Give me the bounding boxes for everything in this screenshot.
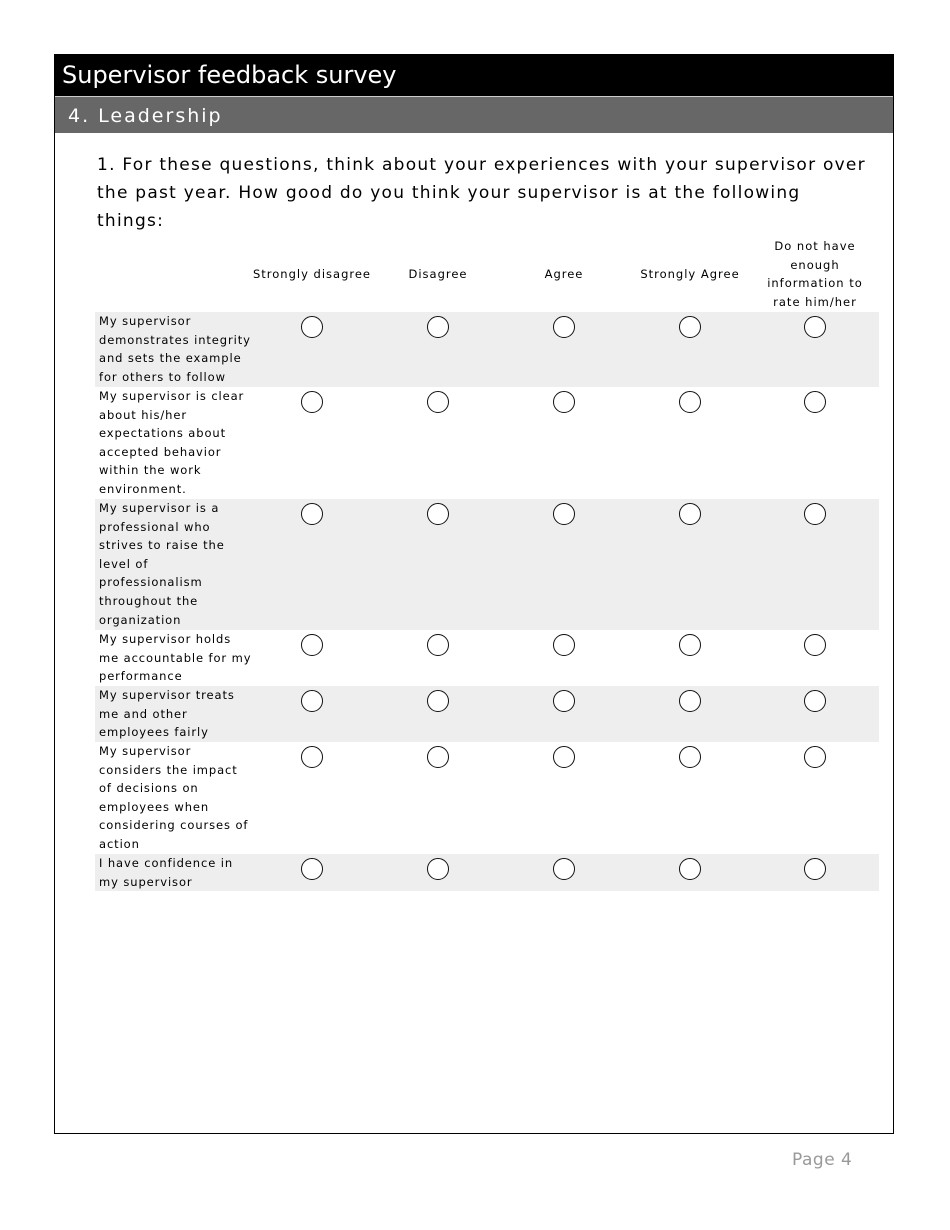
radio-strongly-disagree[interactable] (301, 746, 323, 768)
radio-disagree[interactable] (427, 690, 449, 712)
radio-strongly-disagree[interactable] (301, 634, 323, 656)
survey-page (54, 54, 894, 1134)
radio-strongly-disagree[interactable] (301, 690, 323, 712)
radio-strongly-agree[interactable] (679, 634, 701, 656)
radio-strongly-disagree[interactable] (301, 858, 323, 880)
grid-row (95, 387, 879, 499)
radio-no-info[interactable] (804, 316, 826, 338)
row-label: My supervisor demonstrates integrity and sets the example for others to follow (99, 314, 251, 384)
radio-strongly-agree[interactable] (679, 746, 701, 768)
radio-no-info[interactable] (804, 503, 826, 525)
radio-no-info[interactable] (804, 690, 826, 712)
row-label: My supervisor is clear about his/her expectations about accepted behavior within the work environment. (99, 389, 245, 496)
radio-disagree[interactable] (427, 634, 449, 656)
radio-strongly-agree[interactable] (679, 391, 701, 413)
row-label: My supervisor is a professional who strives to raise the level of professionalism throughout the organization (99, 501, 225, 627)
radio-strongly-disagree[interactable] (301, 503, 323, 525)
row-label: I have confidence in my supervisor (99, 856, 234, 889)
column-header-strongly-agree: Strongly Agree (640, 266, 740, 281)
row-label: My supervisor treats me and other employees fairly (99, 688, 235, 740)
column-header-strongly-disagree: Strongly disagree (252, 266, 372, 281)
radio-strongly-disagree[interactable] (301, 391, 323, 413)
radio-no-info[interactable] (804, 634, 826, 656)
page-number: Page 4 (792, 1150, 853, 1170)
radio-agree[interactable] (553, 634, 575, 656)
radio-strongly-agree[interactable] (679, 858, 701, 880)
grid-row (95, 854, 879, 891)
radio-strongly-agree[interactable] (679, 690, 701, 712)
grid-row (95, 686, 879, 742)
radio-agree[interactable] (553, 503, 575, 525)
grid-row (95, 499, 879, 630)
grid-row (95, 312, 879, 387)
section-heading: 4. Leadership (55, 96, 893, 133)
radio-no-info[interactable] (804, 858, 826, 880)
radio-no-info[interactable] (804, 391, 826, 413)
survey-title: Supervisor feedback survey (55, 55, 893, 96)
radio-strongly-disagree[interactable] (301, 316, 323, 338)
radio-strongly-agree[interactable] (679, 316, 701, 338)
radio-agree[interactable] (553, 316, 575, 338)
grid-row (95, 742, 879, 854)
column-header-no-info: Do not have enough information to rate him/her (767, 239, 863, 309)
radio-disagree[interactable] (427, 746, 449, 768)
radio-agree[interactable] (553, 746, 575, 768)
radio-disagree[interactable] (427, 858, 449, 880)
grid-row (95, 630, 879, 686)
radio-disagree[interactable] (427, 316, 449, 338)
radio-agree[interactable] (553, 690, 575, 712)
radio-strongly-agree[interactable] (679, 503, 701, 525)
column-header-disagree: Disagree (408, 266, 468, 281)
row-label: My supervisor considers the impact of decisions on employees when considering courses of action (99, 744, 249, 851)
row-label: My supervisor holds me accountable for my performance (99, 632, 252, 684)
radio-disagree[interactable] (427, 503, 449, 525)
radio-no-info[interactable] (804, 746, 826, 768)
column-header-agree: Agree (544, 266, 584, 281)
radio-disagree[interactable] (427, 391, 449, 413)
question-text: 1. For these questions, think about your experiences with your supervisor over the past year. How good do you think your supervisor is at the following things: (97, 155, 866, 231)
radio-agree[interactable] (553, 858, 575, 880)
rating-grid (95, 312, 879, 891)
radio-agree[interactable] (553, 391, 575, 413)
